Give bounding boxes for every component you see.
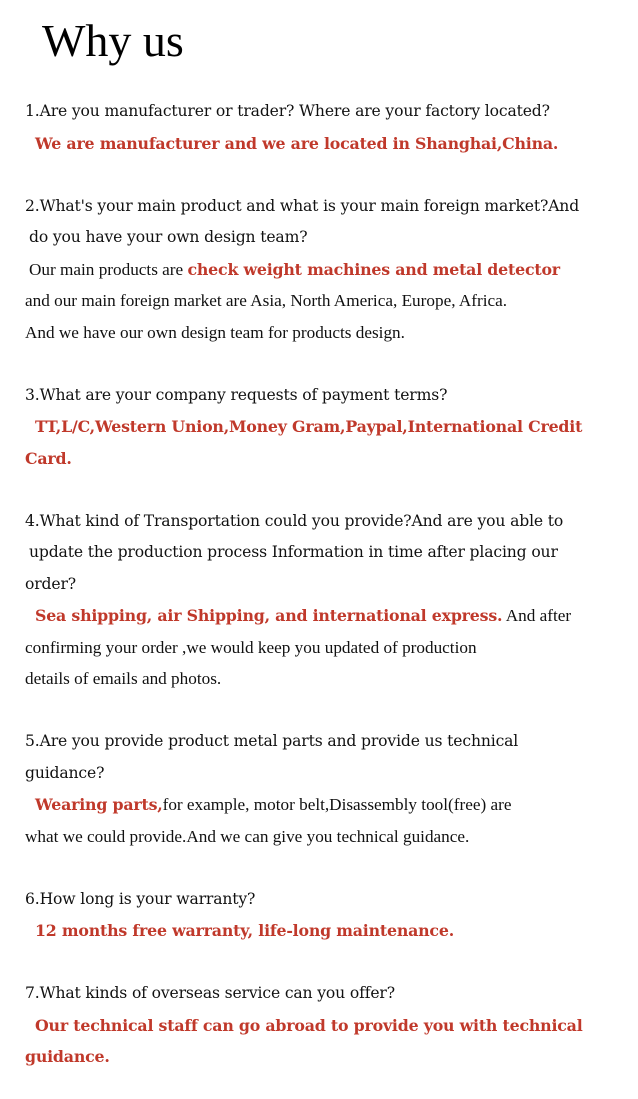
faq-answer-line [25,411,635,443]
answer-text: Our main products are [29,259,188,279]
faq-question: 2.What's your main product and what is your main foreign market?And [25,196,580,215]
faq-answer-line [25,128,635,160]
faq-item-3 [25,380,635,475]
faq-answer-line [25,663,635,695]
faq-answer-line [25,600,635,632]
answer-text: confirming your order ,we would keep you updated of production [25,637,477,657]
faq-question: guidance? [25,763,105,782]
faq-answer-line [25,915,635,947]
faq-item-1 [25,96,635,159]
faq-question: update the production process Information in time after placing our [29,543,558,561]
faq-answer-line [25,632,635,664]
answer-text: And we have our own design team for products design. [25,322,405,342]
faq-item-7 [25,978,635,1073]
faq-answer-line [25,1010,635,1042]
answer-highlight: We are manufacturer and we are located in Shanghai,China. [35,133,559,153]
faq-item-6 [25,884,635,947]
page-title: Why us [42,15,184,66]
faq-answer-line [25,789,635,821]
faq-question: 4.What kind of Transportation could you provide?And are you able to [25,511,564,530]
faq-question: order? [25,574,76,593]
faq-answer-line [25,317,635,349]
faq-answer-line [25,254,635,286]
answer-highlight: Card. [25,448,72,468]
answer-highlight: Sea shipping, air Shipping, and international express. [35,606,503,625]
faq-question: do you have your own design team? [29,228,308,246]
faq-question: 7.What kinds of overseas service can you offer? [25,984,395,1002]
answer-text: details of emails and photos. [25,669,222,688]
answer-highlight: Wearing parts, [35,795,163,814]
answer-highlight: Our technical staff can go abroad to provide you with technical [35,1015,583,1035]
faq-question: 6.How long is your warranty? [25,889,256,908]
faq-item-4 [25,506,635,695]
answer-highlight: TT,L/C,Western Union,Money Gram,Paypal,International Credit [35,417,583,436]
faq-question: 5.Are you provide product metal parts and provide us technical [25,732,519,750]
answer-highlight: 12 months free warranty, life-long maintenance. [35,921,455,940]
faq-question: 3.What are your company requests of payment terms? [25,385,448,404]
faq-answer-line [25,821,635,853]
faq-list [25,96,635,1073]
faq-item-2 [25,191,635,349]
faq-question: 1.Are you manufacturer or trader? Where are your factory located? [25,102,550,120]
faq-answer-line [25,1041,635,1073]
faq-answer-line [25,443,635,475]
answer-text: for example, motor belt,Disassembly tool(free) are [162,795,512,814]
answer-text: And after [502,606,572,625]
answer-highlight: guidance. [25,1047,110,1066]
answer-text: what we could provide.And we can give you technical guidance. [25,826,470,846]
answer-text: and our main foreign market are Asia, North America, Europe, Africa. [25,291,508,310]
faq-answer-line [25,285,635,317]
answer-highlight: check weight machines and metal detector [187,259,560,279]
faq-item-5 [25,726,635,852]
